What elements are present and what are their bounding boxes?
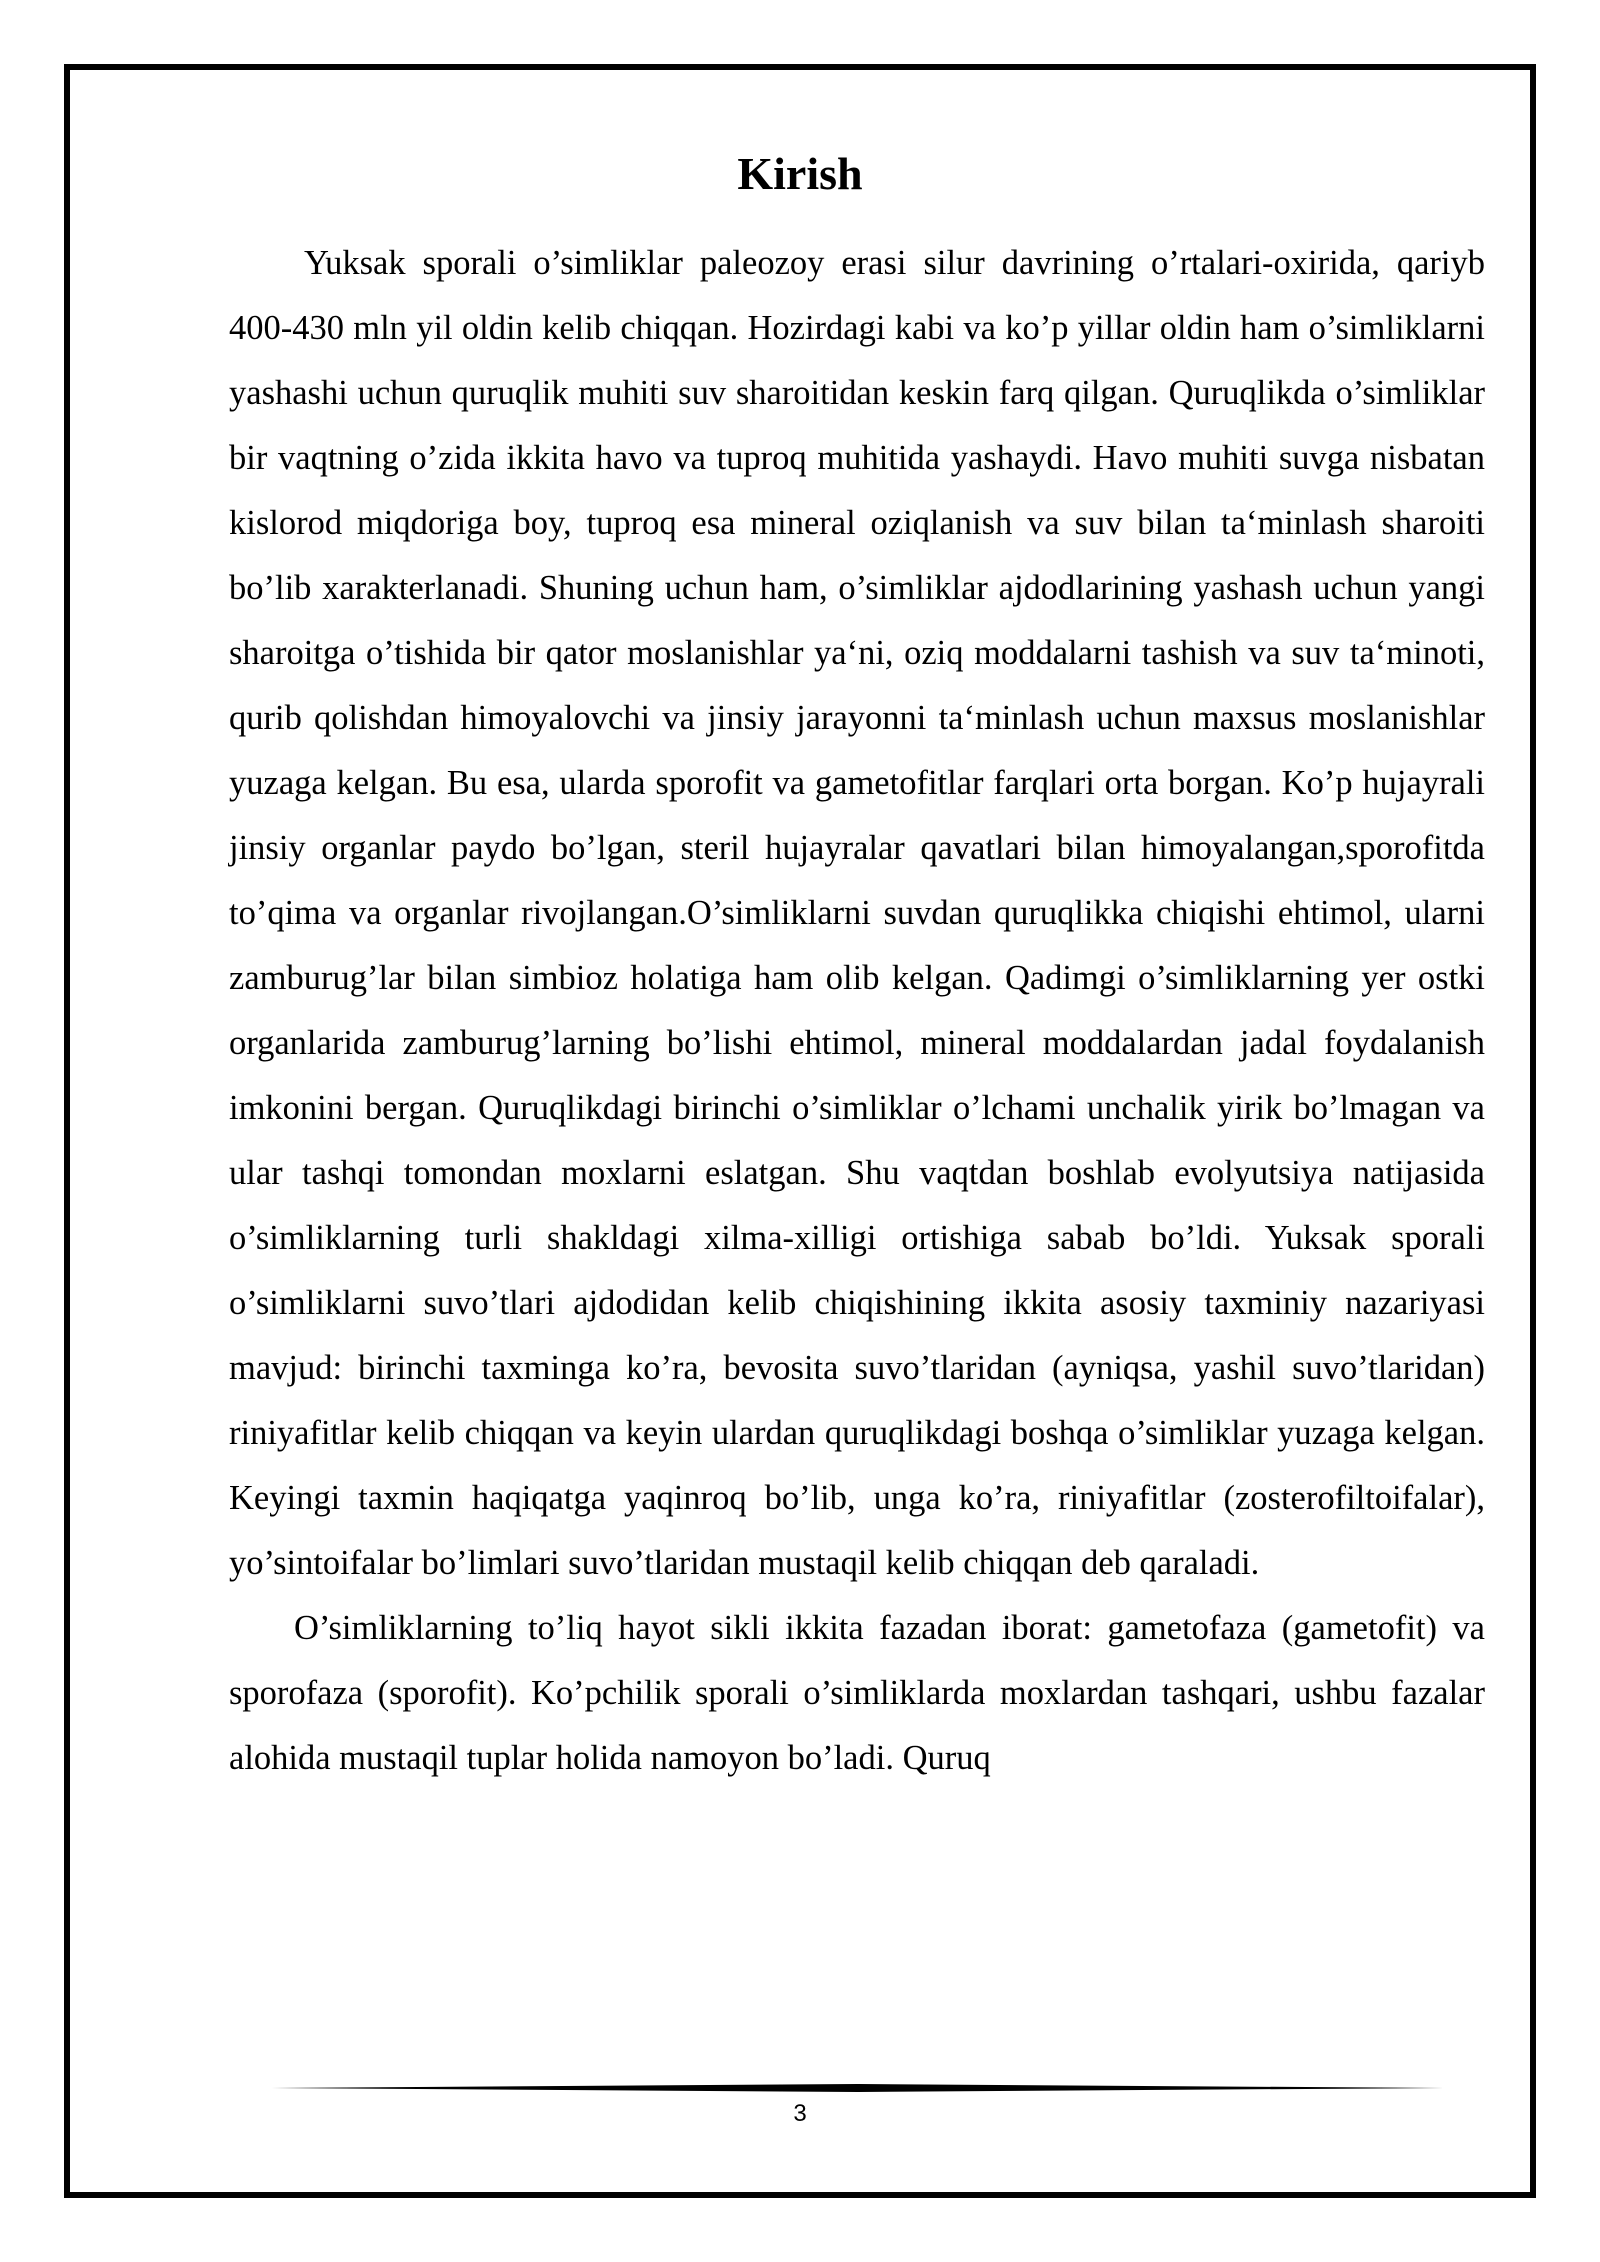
page-title: Kirish [737, 148, 863, 199]
document-body [229, 231, 1485, 1791]
page-number: 3 [793, 2100, 807, 2127]
body-paragraph-2: O’simliklarning to’liq hayot sikli ikkita fazadan iborat: gametofaza (gametofit) va sporofaza (sporofit). Ko’pchilik sporali o’simliklarda moxlardan tashqari, ushbu fazalar alohida mustaqil tuplar holida namoyon bo’ladi. Quruq [229, 1609, 1485, 1777]
footer-divider [272, 2082, 1444, 2094]
body-paragraph-1: Yuksak sporali o’simliklar paleozoy erasi silur davrining o’rtalari-oxirida, qariyb 400-430 mln yil oldin kelib chiqqan. Hozirdagi kabi va ko’p yillar oldin ham o’simliklarni yashashi uchun quruqlik muhiti suv sharoitidan keskin farq qilgan. Quruqlikda o’simliklar bir vaqtning o’zida ikkita havo va tuproq muhitida yashaydi. Havo muhiti suvga nisbatan kislorod miqdoriga boy, tuproq esa mineral oziqlanish va suv bilan ta‘minlash sharoiti bo’lib xarakterlanadi. Shuning uchun ham, o’simliklar ajdodlarining yashash uchun yangi sharoitga o’tishida bir qator moslanishlar ya‘ni, oziq moddalarni tashish va suv ta‘minoti, qurib qolishdan himoyalovchi va jinsiy jarayonni ta‘minlash uchun maxsus moslanishlar yuzaga kelgan. Bu esa, ularda sporofit va gametofitlar farqlari orta borgan. Ko’p hujayrali jinsiy organlar paydo bo’lgan, steril hujayralar qavatlari bilan himoyalangan,sporofitda to’qima va organlar rivojlangan.O’simliklarni suvdan quruqlikka chiqishi ehtimol, ularni zamburug’lar bilan simbioz holatiga ham olib kelgan. Qadimgi o’simliklarning yer ostki organlarida zamburug’larning bo’lishi ehtimol, mineral moddalardan jadal foydalanish imkonini bergan. Quruqlikdagi birinchi o’simliklar o’lchami unchalik yirik bo’lmagan va ular tashqi tomondan moxlarni eslatgan. Shu vaqtdan boshlab evolyutsiya natijasida o’simliklarning turli shakldagi xilma-xilligi ortishiga sabab bo’ldi. Yuksak sporali o’simliklarni suvo’tlari ajdodidan kelib chiqishining ikkita asosiy taxminiy nazariyasi mavjud: birinchi taxminga ko’ra, bevosita suvo’tlaridan (ayniqsa, yashil suvo’tlaridan) riniyafitlar kelib chiqqan va keyin ulardan quruqlikdagi boshqa o’simliklar yuzaga kelgan. Keyingi taxmin haqiqatga yaqinroq bo’lib, unga ko’ra, riniyafitlar (zosterofiltoifalar), yo’sintoifalar bo’limlari suvo’tlaridan mustaqil kelib chiqqan deb qaraladi. [229, 244, 1485, 1582]
